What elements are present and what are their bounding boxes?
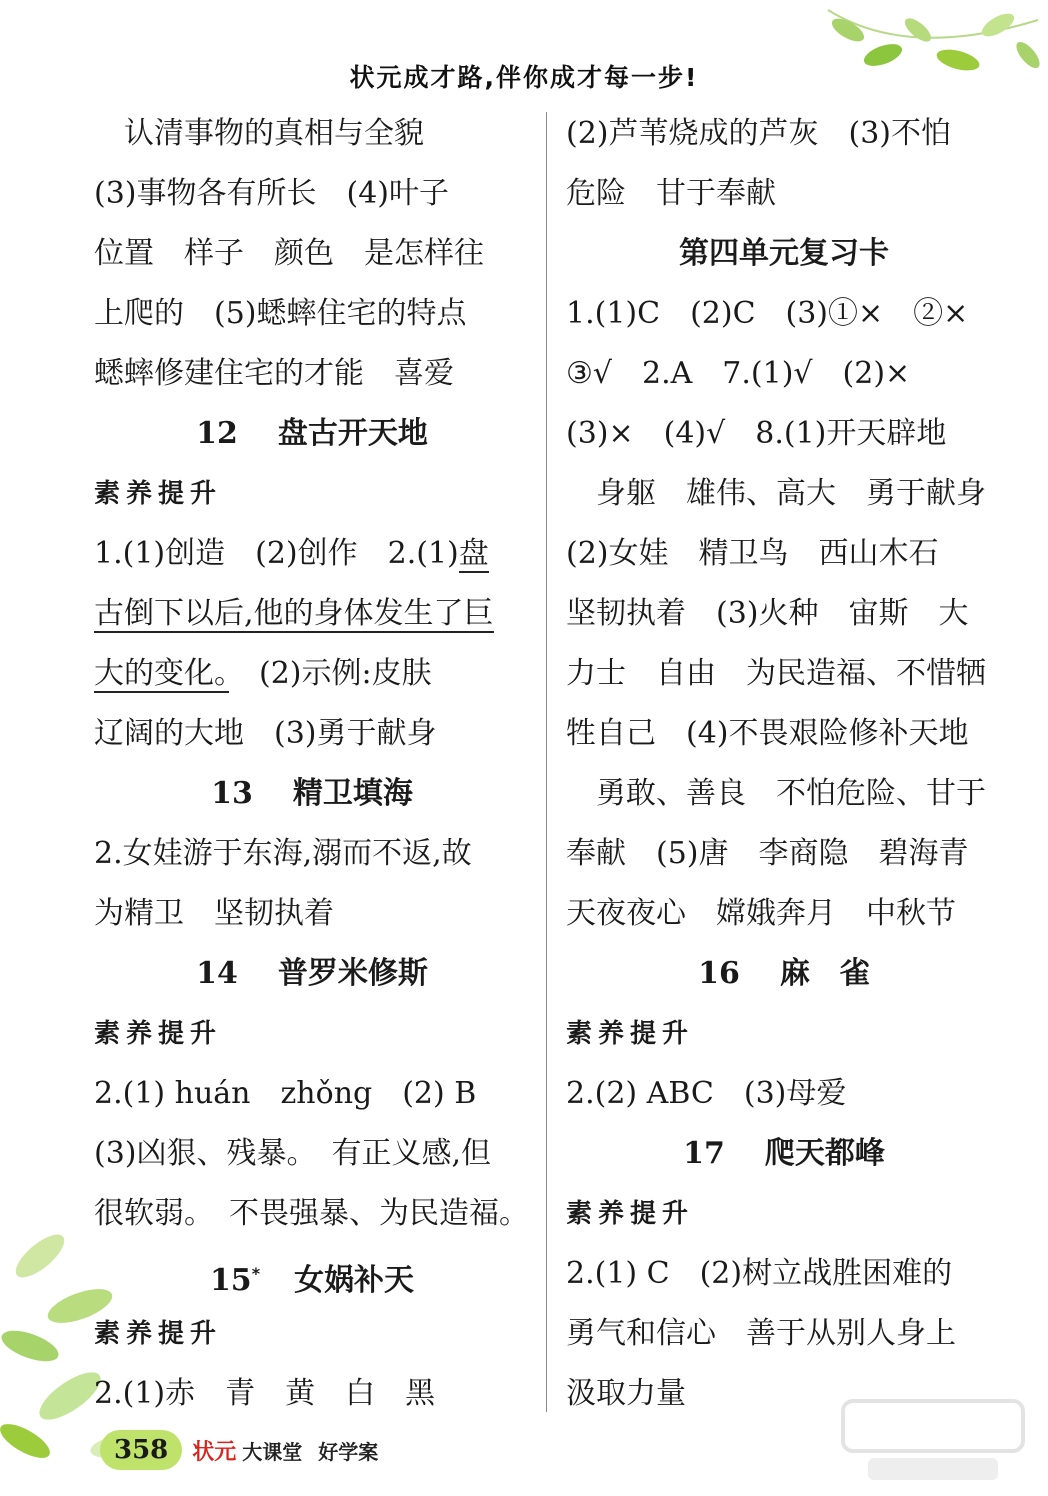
answer-line bbox=[94, 584, 530, 644]
lesson-heading-13: 13 精卫填海 bbox=[211, 776, 413, 811]
answer-line: 1.(1)C (2)C (3)①× ②× bbox=[566, 296, 969, 331]
section-label: 素养提升 bbox=[94, 1319, 223, 1349]
answer-line: 2.女娃游于东海,溺而不返,故 bbox=[94, 836, 472, 871]
answer-line: 2.(1) C (2)树立战胜困难的 bbox=[566, 1256, 953, 1291]
column-divider bbox=[546, 112, 547, 1412]
answer-line: 天夜夜心 嫦娥奔月 中秋节 bbox=[566, 896, 956, 931]
answer-line: 2.(1) huán zhǒng (2) B bbox=[94, 1076, 477, 1111]
section-label: 素养提升 bbox=[566, 1199, 695, 1229]
answer-line: 危险 甘于奉献 bbox=[566, 176, 776, 211]
answer-line: (3)事物各有所长 (4)叶子 bbox=[94, 176, 449, 211]
page-number: 358 bbox=[100, 1430, 182, 1470]
lesson-heading-17: 17 爬天都峰 bbox=[683, 1136, 885, 1171]
unit-review-heading: 第四单元复习卡 bbox=[679, 236, 889, 271]
right-column bbox=[566, 104, 1002, 1424]
answer-line: (2)女娃 精卫鸟 西山木石 bbox=[566, 536, 939, 571]
answer-line: 2.(1)赤 青 黄 白 黑 bbox=[94, 1376, 436, 1411]
section-label: 素养提升 bbox=[94, 479, 223, 509]
answer-line: 身躯 雄伟、高大 勇于献身 bbox=[596, 476, 986, 511]
answer-line: 上爬的 (5)蟋蟀住宅的特点 bbox=[94, 296, 467, 331]
brand-name: 大课堂 bbox=[242, 1439, 303, 1464]
answer-line: (2)芦苇烧成的芦灰 (3)不怕 bbox=[566, 116, 951, 151]
answer-line: 为精卫 坚韧执着 bbox=[94, 896, 334, 931]
answer-line: 2.(2) ABC (3)母爱 bbox=[566, 1076, 847, 1111]
answer-line: 奉献 (5)唐 李商隐 碧海青 bbox=[566, 836, 969, 871]
header-slogan: 状元成才路,伴你成才每一步! bbox=[349, 63, 699, 92]
answer-line: 认清事物的真相与全貌 bbox=[124, 116, 424, 151]
answer-line: 辽阔的大地 (3)勇于献身 bbox=[94, 716, 437, 751]
answer-line: 勇敢、善良 不怕危险、甘于 bbox=[596, 776, 986, 811]
answer-line: (3)凶狠、残暴。 有正义感,但 bbox=[94, 1136, 492, 1171]
brand-logo: 状元 bbox=[192, 1439, 237, 1465]
left-column bbox=[94, 104, 530, 1424]
answer-line: 坚韧执着 (3)火种 宙斯 大 bbox=[566, 596, 969, 631]
page-footer bbox=[100, 1428, 420, 1472]
lesson-heading-12: 12 盘古开天地 bbox=[196, 416, 428, 451]
section-label: 素养提升 bbox=[566, 1019, 695, 1049]
lesson-heading-14: 14 普罗米修斯 bbox=[196, 956, 428, 991]
underlined-answer: 古倒下以后,他的身体发生了巨 bbox=[94, 596, 494, 631]
answer-line: 位置 样子 颜色 是怎样往 bbox=[94, 236, 484, 271]
section-label: 素养提升 bbox=[94, 1019, 223, 1049]
lesson-heading-15: 15* 女娲补天 bbox=[209, 1263, 415, 1298]
answer-line: 1.(1)创造 (2)创作 2.(1)盘 bbox=[94, 536, 489, 571]
answer-line: 牲自己 (4)不畏艰险修补天地 bbox=[566, 716, 969, 751]
answer-line: 蟋蟀修建住宅的才能 喜爱 bbox=[94, 356, 454, 391]
brand-subtitle: 好学案 bbox=[318, 1439, 379, 1464]
answer-line: 勇气和信心 善于从别人身上 bbox=[566, 1316, 956, 1351]
underlined-answer: 盘 bbox=[458, 536, 489, 571]
underlined-answer: 大的变化。 bbox=[94, 656, 229, 691]
star-mark: * bbox=[251, 1264, 261, 1283]
answer-line: 汲取力量 bbox=[566, 1376, 686, 1411]
lesson-heading-16: 16 麻 雀 bbox=[698, 956, 870, 991]
answer-line: 力士 自由 为民造福、不惜牺 bbox=[566, 656, 986, 691]
answer-line: 很软弱。 不畏强暴、为民造福。 bbox=[94, 1196, 529, 1231]
answer-line: ③√ 2.A 7.(1)√ (2)× bbox=[566, 356, 911, 391]
answer-line: 大的变化。 (2)示例:皮肤 bbox=[94, 656, 432, 691]
answer-line: (3)× (4)√ 8.(1)开天辟地 bbox=[566, 416, 947, 451]
